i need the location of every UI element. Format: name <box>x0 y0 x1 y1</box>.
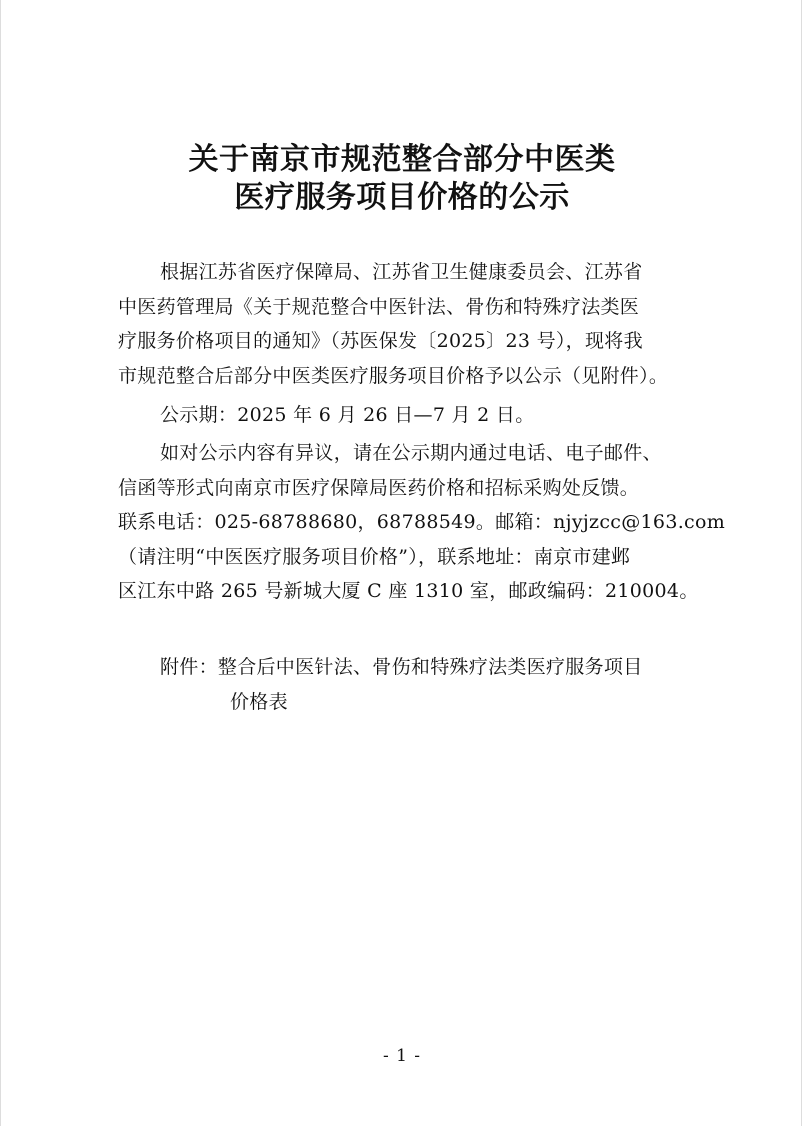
paragraph-contact-info <box>118 436 726 609</box>
attachment-line: 附件：整合后中医针法、骨伤和特殊疗法类医疗服务项目 <box>160 656 643 678</box>
paragraph-line: 如对公示内容有异议，请在公示期内通过电话、电子邮件、 <box>160 442 662 464</box>
paragraph-line: 联系电话：025-68788680，68788549。邮箱：njyjzcc@163.com <box>118 511 726 533</box>
paragraph-line: 市规范整合后部分中医类医疗服务项目价格予以公示（见附件）。 <box>118 364 669 387</box>
paragraph-line: （请注明“中医医疗服务项目价格”），联系地址：南京市建邺 <box>118 545 631 568</box>
paragraph-notice-basis <box>118 255 698 393</box>
paragraph-line: 信函等形式向南京市医疗保障局医药价格和招标采购处反馈。 <box>118 476 640 499</box>
paragraph-line: 公示期：2025 年 6 月 26 日—7 月 2 日。 <box>160 404 535 426</box>
document-title-line-2: 医疗服务项目价格的公示 <box>234 180 570 215</box>
paragraph-line: 区江东中路 265 号新城大厦 C 座 1310 室，邮政编码：210004。 <box>118 580 699 602</box>
paragraph-line: 中医药管理局《关于规范整合中医针法、骨伤和特殊疗法类医 <box>118 295 640 318</box>
attachment-note <box>118 650 698 719</box>
paragraph-line: 根据江苏省医疗保障局、江苏省卫生健康委员会、江苏省 <box>160 261 643 283</box>
paragraph-publicity-period <box>118 398 698 433</box>
document-title-line-1: 关于南京市规范整合部分中医类 <box>188 142 616 177</box>
page-number: - 1 - <box>382 1046 422 1066</box>
paragraph-line: 疗服务价格项目的通知》（苏医保发〔2025〕23 号），现将我 <box>118 330 643 352</box>
attachment-line: 价格表 <box>230 690 288 713</box>
